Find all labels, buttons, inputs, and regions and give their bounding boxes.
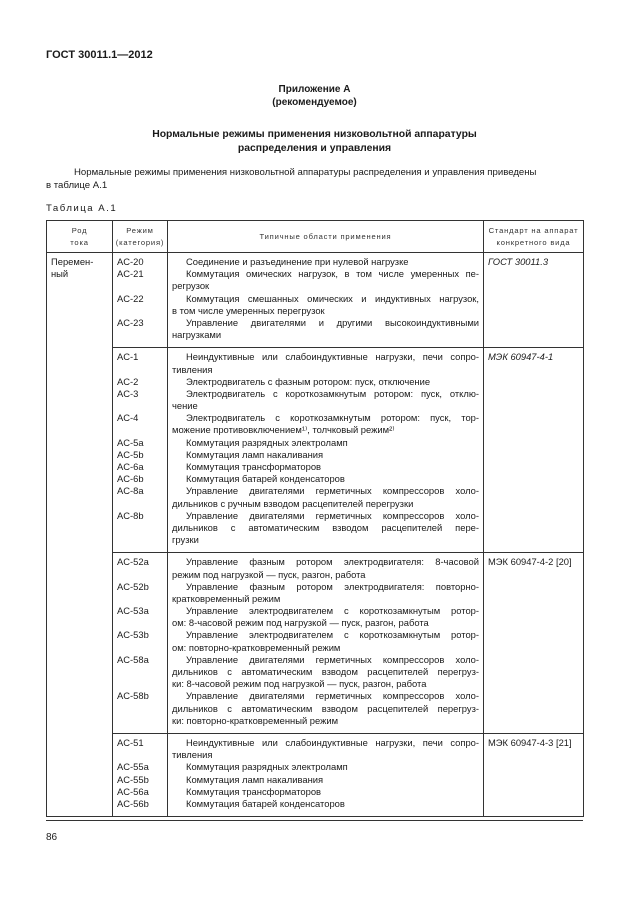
table-group-row [47,733,584,816]
mode-code-spacer [117,364,163,376]
mode-code-spacer [117,280,163,292]
application-line: Коммутация омических нагрузок, в том числе умеренных пе- [186,268,479,280]
table-group-row [47,553,584,734]
mode-code-spacer [117,400,163,412]
page-bottom-rule [46,820,583,821]
header-mode: Режим (категория) [113,221,168,253]
mode-code-spacer [117,642,163,654]
heading-line-2: распределения и управления [237,143,392,154]
standard-cell [484,253,584,348]
application-line: Управление двигателями герметичных компрессоров холо- [186,690,479,702]
application-line: ки: 8-часовой режим под нагрузкой — пуск, разгон, работа [172,678,427,690]
table-header-row [47,221,584,253]
modes-table [46,220,584,817]
application-line: Управление электродвигателем с короткозамкнутым ротор- [186,605,479,617]
application-line: кратковременный режим [172,592,281,604]
application-line: регрузок [172,280,210,292]
application-line: Управление фазным ротором электродвигателя: повторно- [186,580,479,592]
mode-code-spacer [117,569,163,581]
application-line: дильников с автоматическим взводом расцепителей перегруз- [172,702,479,714]
mode-code-cell [113,553,168,734]
annex-title: Приложение А [278,84,351,95]
intro-line-1: Нормальные режимы применения низковольтной аппаратуры распределения и управления приведены [74,167,537,178]
application-line: Электродвигатель с фазным ротором: пуск, отключение [186,375,431,387]
standard-text: МЭК 60947-4-1 [488,351,554,363]
mode-code-spacer [117,678,163,690]
current-kind-text: Перемен- [51,256,94,267]
application-line: Управление фазным ротором электродвигателя: 8-часовой [186,556,479,568]
mode-code-cell [113,253,168,348]
standard-text: МЭК 60947-4-3 [21] [488,736,572,748]
mode-code-spacer [117,703,163,715]
application-line: Управление двигателями герметичных компрессоров холо- [186,485,479,497]
application-line: Управление электродвигателем с короткозамкнутым ротор- [186,629,479,641]
mode-code-spacer [117,666,163,678]
application-line: дильников с ручным взводом расцепителей перегрузки [172,497,414,509]
mode-code: AC-8a [117,485,144,497]
application-line: Коммутация ламп накаливания [186,448,324,460]
application-line: нагрузками [172,329,222,341]
application-line: ом: повторно-кратковременный режим [172,641,341,653]
mode-code: AC-52a [117,556,149,568]
mode-code: AC-2 [117,375,139,387]
mode-code: AC-58a [117,653,149,665]
mode-code: AC-8b [117,509,144,521]
mode-code-spacer [117,593,163,605]
mode-code-spacer [117,498,163,510]
application-line: Управление двигателями и другими высокоиндуктивными [186,316,479,328]
mode-code: AC-22 [117,292,144,304]
application-line: режим под нагрузкой — пуск, разгон, работа [172,568,366,580]
mode-code-spacer [117,522,163,534]
table-group-row [47,253,584,348]
current-kind-cell [47,253,113,817]
mode-code: AC-52b [117,580,149,592]
annex-subtitle: (рекомендуемое) [272,97,357,108]
application-line: грузки [172,534,199,546]
application-line: Коммутация разрядных электроламп [186,436,348,448]
application-line: Коммутация разрядных электроламп [186,761,348,773]
mode-code: AC-5b [117,448,144,460]
application-line: дильников с автоматическим взводом расцепителей перегруз- [172,666,479,677]
table-label: Таблица А.1 [46,203,118,214]
mode-code: AC-6b [117,473,144,485]
mode-code-spacer [117,424,163,436]
mode-code: AC-53b [117,629,149,641]
mode-code-spacer [117,305,163,317]
page-number: 86 [46,832,58,843]
mode-code: AC-55b [117,773,149,785]
mode-code: AC-53a [117,605,149,617]
header-applications: Типичные области применения [168,221,484,253]
mode-code: AC-5a [117,436,144,448]
mode-code: AC-56b [117,797,149,809]
standard-text: ГОСТ 30011.3 [488,256,549,267]
mode-code-cell [113,733,168,816]
mode-code-spacer [117,617,163,629]
application-line: Коммутация трансформаторов [186,785,322,797]
application-line: Коммутация батарей конденсаторов [186,473,345,485]
mode-code: AC-23 [117,316,144,328]
application-line: ки: повторно-кратковременный режим [172,714,339,726]
application-line: Соединение и разъединение при нулевой нагрузке [186,256,409,267]
application-line: Коммутация ламп накаливания [186,773,324,785]
application-line: тивления [172,363,213,375]
application-line: чение [172,400,198,412]
application-line: в том числе умеренных перегрузок [172,304,325,316]
application-line: Электродвигатель с короткозамкнутым ротором: пуск, отклю- [186,387,479,399]
application-cell [168,733,484,816]
application-cell [168,253,484,348]
heading-line-1: Нормальные режимы применения низковольтной аппаратуры [152,129,477,140]
application-line: Неиндуктивные или слабоиндуктивные нагрузки, печи сопро- [186,351,479,363]
mode-code: AC-4 [117,412,139,424]
application-line: Коммутация смешанных омических и индуктивных нагрузок, [186,292,479,304]
application-line: Неиндуктивные или слабоиндуктивные нагрузки, печи сопро- [186,736,479,748]
header-current-kind: Род тока [47,221,113,253]
application-line: дильников с автоматическим взводом расцепителей пере- [172,521,479,533]
mode-code: AC-21 [117,268,144,280]
mode-code-cell [113,348,168,553]
application-line: ом: 8-часовой режим под нагрузкой — пуск, разгон, работа [172,617,429,629]
mode-code-spacer [117,749,163,761]
standard-cell [484,553,584,734]
application-line: Управление двигателями герметичных компрессоров холо- [186,653,479,665]
intro-line-2: в таблице А.1 [46,180,108,191]
application-line: Коммутация батарей конденсаторов [186,797,345,809]
mode-code: AC-20 [117,256,144,267]
application-cell [168,348,484,553]
table-group-row [47,348,584,553]
mode-code: AC-58b [117,690,149,702]
standard-text: МЭК 60947-4-2 [20] [488,556,572,568]
application-line: Коммутация трансформаторов [186,461,322,472]
mode-code: AC-56a [117,785,149,797]
mode-code: AC-51 [117,736,144,748]
header-standard: Стандарт на аппарат конкретного вида [484,221,584,253]
mode-code-spacer [117,329,163,341]
application-line: тивления [172,749,213,761]
application-line: Электродвигатель с короткозамкнутым ротором: пуск, тор- [186,412,479,424]
document-header: ГОСТ 30011.1—2012 [46,49,153,61]
application-cell [168,553,484,734]
mode-code-spacer [117,534,163,546]
mode-code: AC-6a [117,461,144,472]
application-line: Управление двигателями герметичных компрессоров холо- [186,509,479,521]
standard-cell [484,348,584,553]
mode-code: AC-55a [117,761,149,773]
mode-code-spacer [117,715,163,727]
mode-code: AC-1 [117,351,139,363]
standard-cell [484,733,584,816]
application-line: можение противовключением¹⁾, толчковый режим²⁾ [172,424,395,436]
mode-code: AC-3 [117,387,139,399]
current-kind-text: ный [51,268,69,280]
